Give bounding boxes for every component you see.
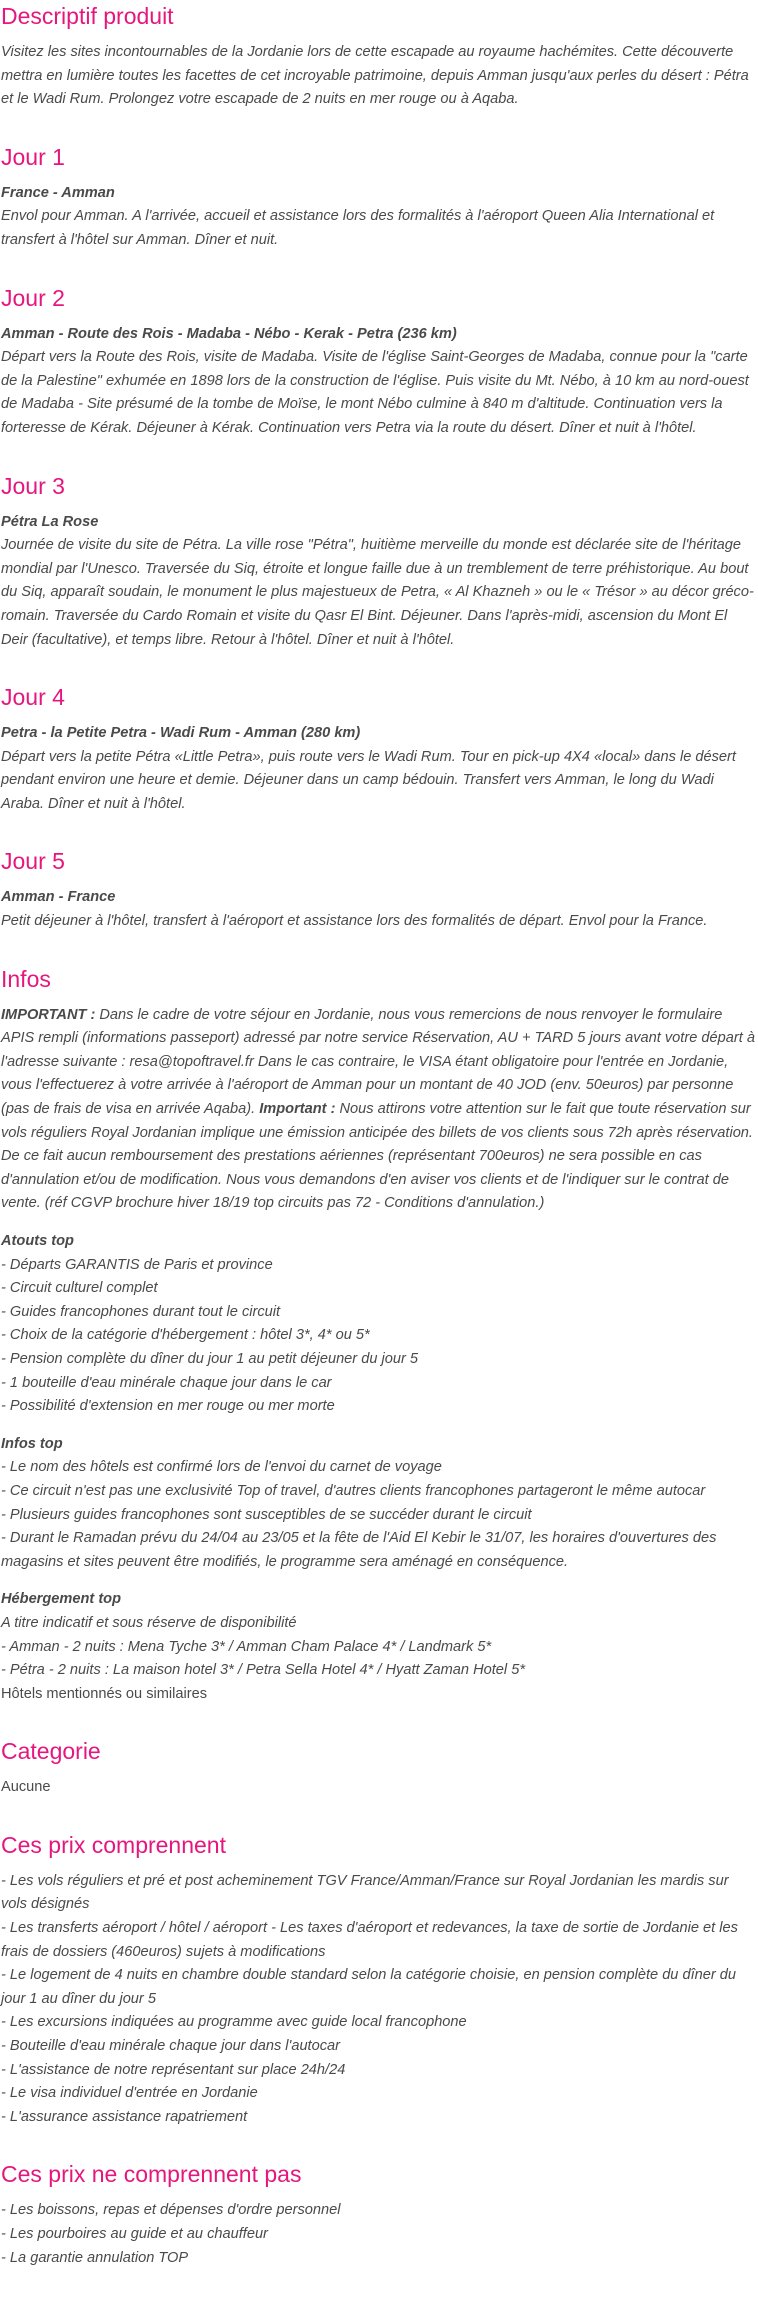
list-item: - Bouteille d'eau minérale chaque jour dans l'autocar	[1, 2038, 341, 2055]
prix-ne-comprennent-list	[1, 2199, 756, 2270]
prix-comprennent-list	[1, 1870, 756, 2130]
prix-ne-comprennent-section	[1, 2159, 756, 2270]
day-3-subtitle: Pétra La Rose	[1, 513, 99, 530]
list-item: - 1 bouteille d'eau minérale chaque jour dans le car	[1, 1374, 332, 1391]
day-2-text: Départ vers la Route des Rois, visite de Madaba. Visite de l'église Saint-Georges de Madaba, connue pour la "carte de la Palestine" exhumée en 1898 lors de la construction de l'église. Puis visite du Mt. Nébo, à 10 km au nord-ouest de Madaba - Site présumé de la tombe de Moïse, le mont Nébo culmine à 840 m d'altitude. Continuation vers la forteresse de Kérak. Déjeuner à Kérak. Continuation vers Petra via la route du désert. Dîner et nuit à l'hôtel.	[1, 349, 749, 436]
day-1-section	[1, 142, 756, 253]
list-item: A titre indicatif et sous réserve de disponibilité	[1, 1614, 297, 1631]
list-item: - Possibilité d'extension en mer rouge ou mer morte	[1, 1398, 335, 1415]
list-item: - Le logement de 4 nuits en chambre double standard selon la catégorie choisie, en pension complète du dîner du jour 1 au dîner du jour 5	[1, 1967, 737, 2007]
descriptif-title: Descriptif produit	[1, 3, 174, 29]
important2-text: Nous attirons votre attention sur le fait que toute réservation sur vols réguliers Royal Jordanian implique une émission anticipée des billets de vos clients sous 72h après réservation. De ce fait aucun remboursement des prestations aériennes (représentant 700euros) ne sera possible en cas d'annulation et/ou de modification. Nous vous demandons d'en aviser vos clients et de l'indiquer sur le contrat de vente. (réf CGVP brochure hiver 18/19 top circuits pas 72 - Conditions d'annulation.)	[1, 1101, 753, 1212]
categorie-title: Categorie	[1, 1738, 101, 1765]
day-4-title: Jour 4	[1, 684, 65, 711]
day-3-section	[1, 471, 756, 653]
day-5-text: Petit déjeuner à l'hôtel, transfert à l'aéroport et assistance lors des formalités de départ. Envol pour la France.	[1, 913, 708, 930]
important2-label: Important :	[259, 1101, 336, 1118]
infos-top-title: Infos top	[1, 1435, 63, 1452]
day-5-section	[1, 846, 756, 933]
infos-section	[1, 964, 756, 1707]
list-item: - Amman - 2 nuits : Mena Tyche 3* / Amman Cham Palace 4* / Landmark 5*	[1, 1638, 492, 1655]
list-item: - Les boissons, repas et dépenses d'ordre personnel	[1, 2202, 341, 2219]
hebergement-title: Hébergement top	[1, 1591, 122, 1608]
day-3-title: Jour 3	[1, 472, 65, 499]
descriptif-text: Visitez les sites incontournables de la Jordanie lors de cette escapade au royaume hachémites. Cette découverte mettra en lumière toutes les facettes de cet incroyable patrimoine, depuis Amman jusqu'aux perles du désert : Pétra et le Wadi Rum. Prolongez votre escapade de 2 nuits en mer rouge ou à Aqaba.	[1, 44, 749, 108]
important-text: Dans le cadre de votre séjour en Jordanie, nous vous remercions de nous renvoyer le formulaire APIS rempli (informations passeport) adressé par notre service Réservation, AU + TARD 5 jours avant votre départ à l'adresse suivante : resa@topoftravel.fr Dans le cas contraire, le VISA étant obligatoire pour l'entrée en Jordanie, vous l'effectuerez à votre arrivée à l'aéroport de Amman pour un montant de 40 JOD (env. 50euros) par personne (pas de frais de visa en arrivée Aqaba).	[1, 1006, 755, 1118]
infos-important-paragraph	[1, 1004, 756, 1216]
list-item: - L'assistance de notre représentant sur place 24h/24	[1, 2061, 346, 2078]
day-1-subtitle: France - Amman	[1, 184, 115, 201]
descriptif-section	[1, 0, 756, 112]
hebergement-note: Hôtels mentionnés ou similaires	[1, 1685, 208, 1702]
day-4-text: Départ vers la petite Pétra «Little Petra», puis route vers le Wadi Rum. Tour en pick-up 4X4 «local» dans le désert pendant environ une heure et demie. Déjeuner dans un camp bédouin. Transfert vers Amman, le long du Wadi Araba. Dîner et nuit à l'hôtel.	[1, 748, 736, 812]
atouts-title: Atouts top	[1, 1233, 74, 1249]
categorie-value: Aucune	[1, 1779, 51, 1796]
day-4-subtitle: Petra - la Petite Petra - Wadi Rum - Amman (280 km)	[1, 725, 361, 742]
list-item: - Guides francophones durant tout le circuit	[1, 1303, 281, 1320]
infos-title: Infos	[1, 965, 51, 992]
list-item: - Circuit culturel complet	[1, 1280, 158, 1297]
list-item: - Plusieurs guides francophones sont susceptibles de se succéder durant le circuit	[1, 1506, 532, 1523]
list-item: - Pension complète du dîner du jour 1 au petit déjeuner du jour 5	[1, 1350, 419, 1367]
prix-ne-comprennent-title: Ces prix ne comprennent pas	[1, 2161, 302, 2188]
prix-comprennent-title: Ces prix comprennent	[1, 1831, 226, 1858]
day-5-title: Jour 5	[1, 848, 65, 875]
hebergement-list	[1, 1612, 756, 1706]
list-item: - Pétra - 2 nuits : La maison hotel 3* / Petra Sella Hotel 4* / Hyatt Zaman Hotel 5*	[1, 1662, 526, 1679]
list-item: - Choix de la catégorie d'hébergement : hôtel 3*, 4* ou 5*	[1, 1327, 370, 1344]
important-label: IMPORTANT :	[1, 1006, 96, 1023]
list-item: - Le nom des hôtels est confirmé lors de l'envoi du carnet de voyage	[1, 1459, 442, 1476]
list-item: - Les transferts aéroport / hôtel / aéroport - Les taxes d'aéroport et redevances, la taxe de sortie de Jordanie et les frais de dossiers (460euros) sujets à modifications	[1, 1920, 738, 1960]
list-item: - Ce circuit n'est pas une exclusivité Top of travel, d'autres clients francophones partageront le même autocar	[1, 1482, 706, 1499]
list-item: - Le visa individuel d'entrée en Jordanie	[1, 2085, 258, 2102]
day-3-text: Journée de visite du site de Pétra. La ville rose "Pétra", huitième merveille du monde est déclarée site de l'héritage mondial par l'Unesco. Traversée du Siq, étroite et longue faille due à un tremblement de terre préhistorique. Au bout du Siq, apparaît soudain, le monument le plus majestueux de Petra, « Al Khazneh » ou le « Trésor » au décor gréco-romain. Traversée du Cardo Romain et visite du Qasr El Bint. Déjeuner. Dans l'après-midi, ascension du Mont El Deir (facultative), et temps libre. Retour à l'hôtel. Dîner et nuit à l'hôtel.	[1, 537, 754, 648]
day-5-subtitle: Amman - France	[1, 889, 116, 906]
day-2-subtitle: Amman - Route des Rois - Madaba - Nébo - Kerak - Petra (236 km)	[1, 325, 457, 342]
day-1-title: Jour 1	[1, 143, 65, 170]
infos-top-list	[1, 1456, 756, 1574]
day-1-text: Envol pour Amman. A l'arrivée, accueil et assistance lors des formalités à l'aéroport Queen Alia International et transfert à l'hôtel sur Amman. Dîner et nuit.	[1, 208, 715, 248]
list-item: - Durant le Ramadan prévu du 24/04 au 23/05 et la fête de l'Aid El Kebir le 31/07, les horaires d'ouvertures des magasins et sites peuvent être modifiés, le programme sera aménagé en conséquence.	[1, 1530, 717, 1570]
list-item: - Départs GARANTIS de Paris et province	[1, 1256, 273, 1273]
day-2-section	[1, 283, 756, 441]
prix-comprennent-section	[1, 1830, 756, 2130]
list-item: - La garantie annulation TOP	[1, 2249, 189, 2266]
categorie-section	[1, 1736, 756, 1800]
list-item: - Les vols réguliers et pré et post acheminement TGV France/Amman/France sur Royal Jordanian les mardis sur vols désignés	[1, 1872, 729, 1913]
list-item: - Les excursions indiquées au programme avec guide local francophone	[1, 2014, 467, 2031]
day-2-title: Jour 2	[1, 284, 65, 311]
list-item: - L'assurance assistance rapatriement	[1, 2108, 248, 2125]
day-4-section	[1, 682, 756, 816]
atouts-list	[1, 1254, 756, 1419]
list-item: - Les pourboires au guide et au chauffeur	[1, 2226, 268, 2242]
